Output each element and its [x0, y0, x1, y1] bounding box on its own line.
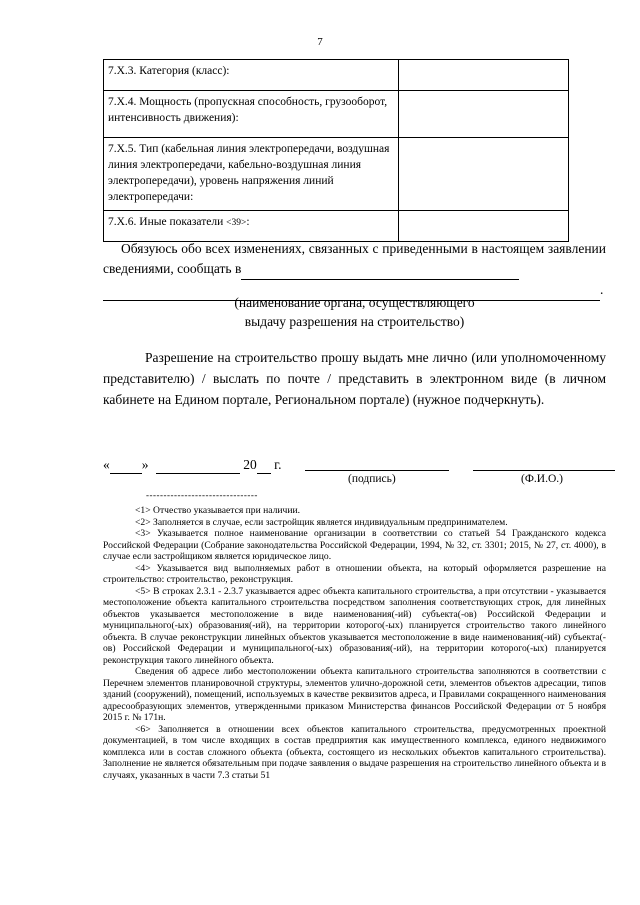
permit-paragraph: Разрешение на строительство прошу выдать мне лично (или уполномоченному представителю) / выслать по почте / представить в электронном виде (в личном кабинете на Едином портале, Региональном портале) (нужное подчеркнуть). [103, 350, 606, 407]
table-row [104, 60, 569, 91]
footnote-4: <4> Указывается вид выполняемых работ в отношении объекта, на который оформляется разрешение на строительство: строительство, реконструкция. [103, 562, 606, 585]
row-label-text: 7.X.6. Иные показатели [108, 216, 227, 228]
row-label-text: 7.X.3. Категория (класс): [108, 65, 230, 77]
footnotes [103, 505, 606, 781]
organ-name-field-line1[interactable] [241, 259, 519, 280]
row-value-cell[interactable] [399, 60, 569, 91]
footnote-separator: -------------------------------- [146, 490, 258, 500]
day-field[interactable] [110, 457, 142, 474]
month-field[interactable] [156, 457, 240, 474]
row-label [104, 91, 399, 138]
obligation-end-mark: . [600, 282, 604, 297]
footnote-2: <2> Заполняется в случае, если застройщик является индивидуальным предпринимателем. [135, 516, 508, 528]
date-open-quote: « [103, 457, 110, 472]
footnote-ref[interactable]: <39> [226, 218, 247, 228]
properties-table [103, 59, 569, 242]
footnote-5: <5> В строках 2.3.1 - 2.3.7 указывается адрес объекта капитального строительства, а при отсутствии - указывается местоположение объекта капитального строительства посредством заполнения соответствующих строк, для линейных объектов указывается местоположение в виде наименования(-ий) субъекта(-ов) Российской Федерации и муниципального(-ых) образования(-ий), на территории которого(-ых) планируется строительство такого линейного объекта. В случае реконструкции линейных объектов указывается местоположение в виде наименования(-ий) субъекта(-ов) Российской Федерации и муниципального(-ых) образования(-ий), на территории которого(-ых) планируется реконструкция такого линейного объекта. [103, 585, 606, 666]
row-value-cell[interactable] [399, 211, 569, 242]
year-field[interactable] [257, 457, 271, 474]
row-label-text: 7.X.5. Тип (кабельная линия электропередачи, воздушная линия электропередачи, кабельно-воздушная линия электропередачи), уровень напряжения линий электропередачи: [108, 143, 390, 203]
obligation-text: Обязуюсь обо всех изменениях, связанных с приведенными в настоящем заявлении сведениями, сообщать в [103, 241, 606, 276]
full-name-field[interactable] [473, 470, 615, 471]
name-caption: (Ф.И.О.) [521, 473, 563, 485]
row-label-text: 7.X.4. Мощность (пропускная способность, грузооборот, интенсивность движения): [108, 96, 388, 124]
row-label: 7.X.6. Иные показатели <39>: [104, 211, 399, 242]
footnote-1: <1> Отчество указывается при наличии. [135, 505, 301, 516]
signature-caption: (подпись) [348, 473, 396, 485]
signature-field[interactable] [305, 470, 449, 471]
footnote-5-address: Сведения об адресе либо местоположении объекта капитального строительства заполняются в соответствии с Перечнем элементов планировочной структуры, элементов улично-дорожной сети, элементов объектов адресации, типов зданий (сооружений), помещений, используемых в качестве реквизитов адреса, и Правилами сокращенного наименования адресообразующих элементов, утвержденными приказом Министерства финансов Российской Федерации от 5 ноября 2015 г. № 171н. [103, 666, 606, 723]
organ-caption-text: (наименование органа, осуществляющего выдачу разрешения на строительство) [234, 295, 475, 329]
year-prefix: 20 [243, 457, 257, 472]
footnote-6: <6> Заполняется в отношении всех объектов капитального строительства, предусмотренных проектной документацией, в том числе входящих в состав предприятия как имущественного комплекса, единого недвижимого комплекса или в состав сложного объекта (объекта, состоящего из нескольких объектов капитального строительства). Заполнение не является обязательным при подаче заявления о выдаче разрешения на строительство линейного объекта и в случаях, указанных в части 7.3 статьи 51 [103, 723, 606, 781]
organ-caption [103, 293, 606, 331]
row-value-cell[interactable] [399, 91, 569, 138]
year-suffix: г. [270, 457, 282, 472]
footnote-3: <3> Указывается полное наименование организации в соответствии со статьей 54 Гражданского кодекса Российской Федерации (Собрание законодательства Российской Федерации, 1994, № 32, ст. 3301; 2015, № 27, ст. 4000), в случае если застройщиком является юридическое лицо. [103, 528, 606, 562]
page-number: 7 [317, 36, 323, 48]
row-label [104, 60, 399, 91]
signature-row [103, 457, 623, 474]
table-row [104, 211, 569, 242]
date-close-quote: » [141, 457, 149, 472]
table-row [104, 91, 569, 138]
obligation-paragraph [103, 239, 606, 301]
table-row [104, 138, 569, 211]
row-value-cell[interactable] [399, 138, 569, 211]
row-label [104, 138, 399, 211]
